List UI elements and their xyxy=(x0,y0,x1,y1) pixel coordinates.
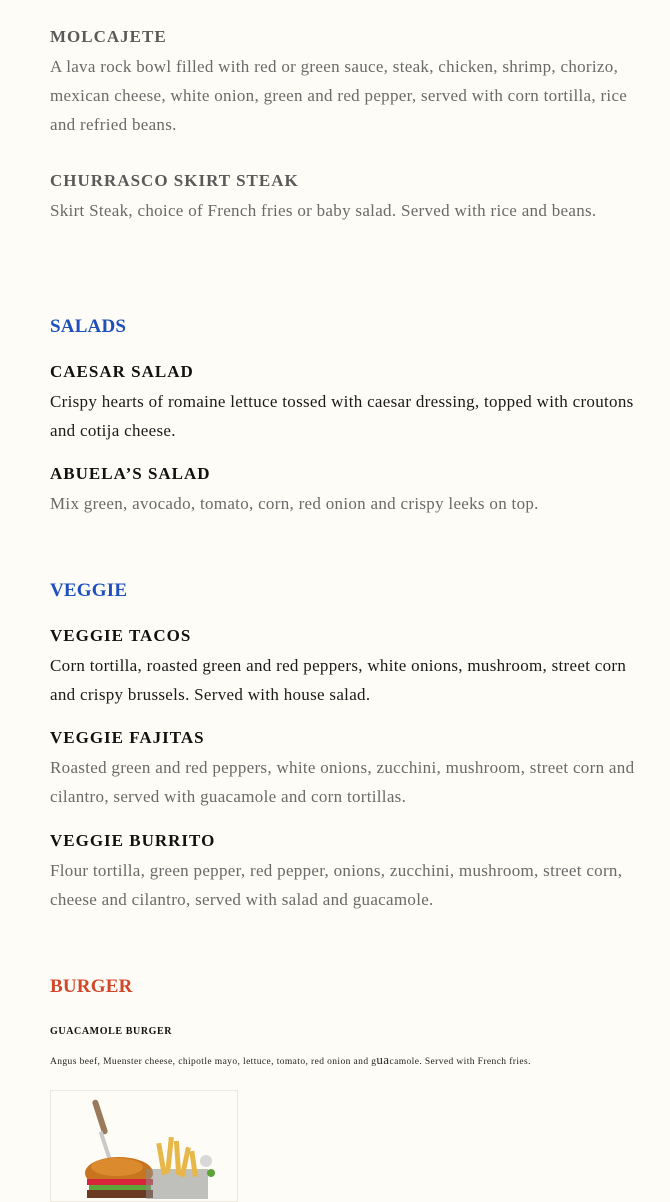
item-description: Skirt Steak, choice of French fries or baby salad. Served with rice and beans. xyxy=(50,201,597,220)
section-heading-burger: BURGER xyxy=(50,976,133,997)
item-description: Flour tortilla, green pepper, red pepper, onions, zucchini, mushroom, street corn, cheese and cilantro, served with salad and guacamole. xyxy=(50,861,623,909)
item-description: Corn tortilla, roasted green and red peppers, white onions, mushroom, street corn and crispy brussels. Served with house salad. xyxy=(50,656,627,704)
menu-item-veggie-fajitas xyxy=(50,727,650,811)
item-description: Roasted green and red peppers, white onions, zucchini, mushroom, street corn and cilantro, served with guacamole and corn tortillas. xyxy=(50,758,635,806)
menu-item-abuelas-salad xyxy=(50,463,650,518)
item-title: CHURRASCO SKIRT STEAK xyxy=(50,171,299,190)
item-title: ABUELA’S SALAD xyxy=(50,464,211,483)
item-description-part: camole. Served with French fries. xyxy=(389,1057,531,1067)
item-title: VEGGIE BURRITO xyxy=(50,831,216,850)
menu-item-churrasco xyxy=(50,170,650,225)
menu-item-veggie-burrito xyxy=(50,830,650,914)
item-title: VEGGIE FAJITAS xyxy=(50,728,205,747)
item-title: GUACAMOLE BURGER xyxy=(50,1026,173,1037)
item-description: Crispy hearts of romaine lettuce tossed with caesar dressing, topped with croutons and cotija cheese. xyxy=(50,392,634,440)
item-description-part: Angus beef, Muenster cheese, chipotle mayo, lettuce, tomato, red onion and g xyxy=(50,1057,377,1067)
burger-and-fries-illustration xyxy=(51,1091,237,1201)
item-description xyxy=(50,1052,650,1068)
item-description: A lava rock bowl filled with red or green sauce, steak, chicken, shrimp, chorizo, mexican cheese, white onion, green and red pepper, served with corn tortilla, rice and refried beans. xyxy=(50,57,628,134)
menu-item-veggie-tacos xyxy=(50,625,650,709)
item-title: CAESAR SALAD xyxy=(50,362,194,381)
burger-photo xyxy=(50,1090,238,1202)
menu-item-guacamole-burger xyxy=(50,1026,650,1068)
section-heading-salads: SALADS xyxy=(50,316,127,337)
menu-item-molcajete xyxy=(50,26,650,139)
item-title: VEGGIE TACOS xyxy=(50,626,192,645)
item-title: MOLCAJETE xyxy=(50,27,167,46)
menu-item-caesar-salad xyxy=(50,361,650,445)
item-description-part: ua xyxy=(376,1052,390,1067)
section-heading-veggie: VEGGIE xyxy=(50,580,128,601)
item-description: Mix green, avocado, tomato, corn, red onion and crispy leeks on top. xyxy=(50,494,539,513)
